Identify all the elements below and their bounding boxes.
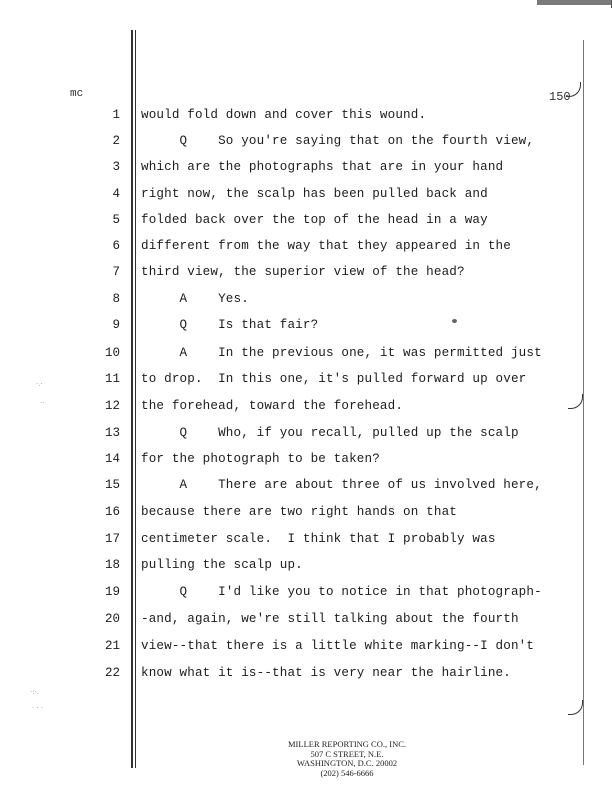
reporter-footer [262,740,432,778]
line-number: 5 [112,213,120,227]
transcript-line [0,612,612,630]
line-text: Q So you're saying that on the fourth view, [141,134,535,148]
transcript-line [0,666,612,684]
scan-smudge: . . . [32,702,44,710]
reporter-initials: mc [70,88,84,100]
line-text: A In the previous one, it was permitted just [141,346,542,360]
margin-bracket-mark [566,82,581,97]
footer-city: WASHINGTON, D.C. 20002 [296,758,398,768]
page-number: 150 [549,90,571,104]
line-number: 20 [104,612,120,626]
line-text: to drop. In this one, it's pulled forward up over [141,372,527,386]
scan-smudge: ·:·. [30,688,40,696]
line-text: the forehead, toward the forehead. [141,399,404,413]
line-number: 18 [104,558,120,572]
transcript-line [0,134,612,152]
line-number: 4 [112,187,120,201]
line-text: because there are two right hands on that [141,505,458,519]
line-text: would fold down and cover this wound. [141,108,427,122]
transcript-line [0,346,612,364]
margin-bracket-mark [568,700,583,715]
transcript-line [0,318,612,336]
transcript-line [0,160,612,178]
transcript-line [0,292,612,310]
line-text: right now, the scalp has been pulled back and [141,187,488,201]
line-text: know what it is--that is very near the hairline. [141,666,511,680]
line-text: -and, again, we're still talking about the fourth [141,612,519,626]
line-number: 3 [112,160,120,174]
footer-phone: (202) 546-6666 [320,767,374,778]
line-text: for the photograph to be taken? [141,452,380,466]
transcript-line [0,639,612,657]
line-number: 12 [104,399,120,413]
transcript-line [0,265,612,283]
transcript-line [0,478,612,496]
line-number: 9 [112,318,120,332]
footer-street: 507 C STREET, N.E. [310,748,384,759]
line-text: centimeter scale. I think that I probably was [141,532,496,546]
line-number: 22 [104,666,120,680]
line-text: view--that there is a little white marking--I don't [141,639,535,653]
line-text: Q Is that fair? [141,318,319,332]
line-number: 21 [104,639,120,653]
line-text: different from the way that they appeared in the [141,239,511,253]
line-text: pulling the scalp up. [141,558,303,572]
line-text: A Yes. [141,292,249,306]
line-text: Q I'd like you to notice in that photograph- [141,585,542,599]
transcript-line [0,187,612,205]
transcript-line [0,239,612,257]
line-number: 15 [104,478,120,492]
line-number: 10 [104,346,120,360]
line-text: which are the photographs that are in your hand [141,160,504,174]
line-number: 2 [112,134,120,148]
line-number: 11 [104,372,120,386]
transcript-line [0,585,612,603]
scan-smudge: ·.· [36,380,43,388]
transcript-line [0,452,612,470]
line-number: 14 [104,452,120,466]
line-number: 17 [104,532,120,546]
line-number: 16 [104,505,120,519]
line-text: Q Who, if you recall, pulled up the scalp [141,426,519,440]
transcript-line [0,426,612,444]
line-number: 19 [104,585,120,599]
transcript-line [0,505,612,523]
line-number: 8 [112,292,120,306]
transcript-line [0,399,612,417]
footer-company: MILLER REPORTING CO., INC. [287,739,407,749]
line-text: folded back over the top of the head in a way [141,213,488,227]
scan-smudge: .. [40,397,45,405]
line-text: A There are about three of us involved here, [141,478,542,492]
line-number: 1 [112,108,120,122]
line-number: 13 [104,426,120,440]
transcript-line [0,213,612,231]
line-text: third view, the superior view of the head? [141,265,465,279]
transcript-line [0,108,612,126]
transcript-line [0,532,612,550]
line-number: 7 [112,265,120,279]
transcript-line [0,558,612,576]
transcript-line [0,372,612,390]
scan-corner-mark [537,0,612,6]
line-number: 6 [112,239,120,253]
